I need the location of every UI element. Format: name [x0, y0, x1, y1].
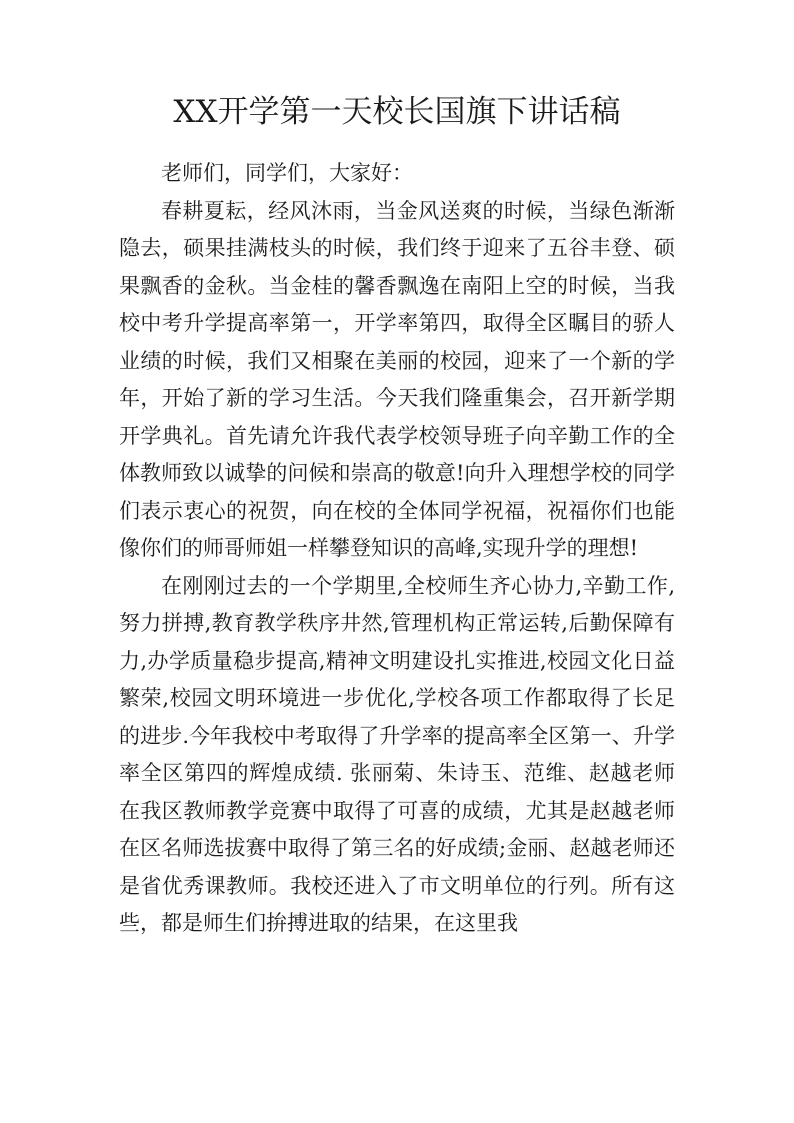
document-title: XX开学第一天校长国旗下讲话稿	[173, 94, 621, 130]
body-paragraph: 春耕夏耘，经风沐雨，当金风送爽的时候，当绿色渐渐隐去，硕果挂满枝头的时候，我们终于迎来了五谷丰登、硕果飘香的金秋。当金桂的馨香飘逸在南阳上空的时候，当我校中考升学提高率第一，开学率第四，取得全区瞩目的骄人业绩的时候，我们又相聚在美丽的校园，迎来了一个新的学年，开始了新的学习生活。今天我们隆重集会，召开新学期开学典礼。首先请允许我代表学校领导班子向辛勤工作的全体教师致以诚挚的问候和崇高的敬意!向升入理想学校的同学们表示衷心的祝贺，向在校的全体同学祝福，祝福你们也能像你们的师哥师姐一样攀登知识的高峰,实现升学的理想!	[119, 198, 675, 560]
greeting-paragraph: 老师们，同学们，大家好：	[161, 161, 413, 185]
document-body	[119, 155, 675, 943]
body-paragraph: 在刚刚过去的一个学期里,全校师生齐心协力,辛勤工作,努力拼搏,教育教学秩序井然,管理机构正常运转,后勤保障有力,办学质量稳步提高,精神文明建设扎实推进,校园文化日益繁荣,校园文明环境进一步优化,学校各项工作都取得了长足的进步.今年我校中考取得了升学率的提高率全区第一、升学率全区第四的辉煌成绩. 张丽菊、朱诗玉、范维、赵越老师在我区教师教学竞赛中取得了可喜的成绩，尤其是赵越老师在区名师选拔赛中取得了第三名的好成绩;金丽、赵越老师还是省优秀课教师。我校还进入了市文明单位的行列。所有这些，都是师生们拚搏进取的结果，在这里我	[119, 573, 675, 935]
